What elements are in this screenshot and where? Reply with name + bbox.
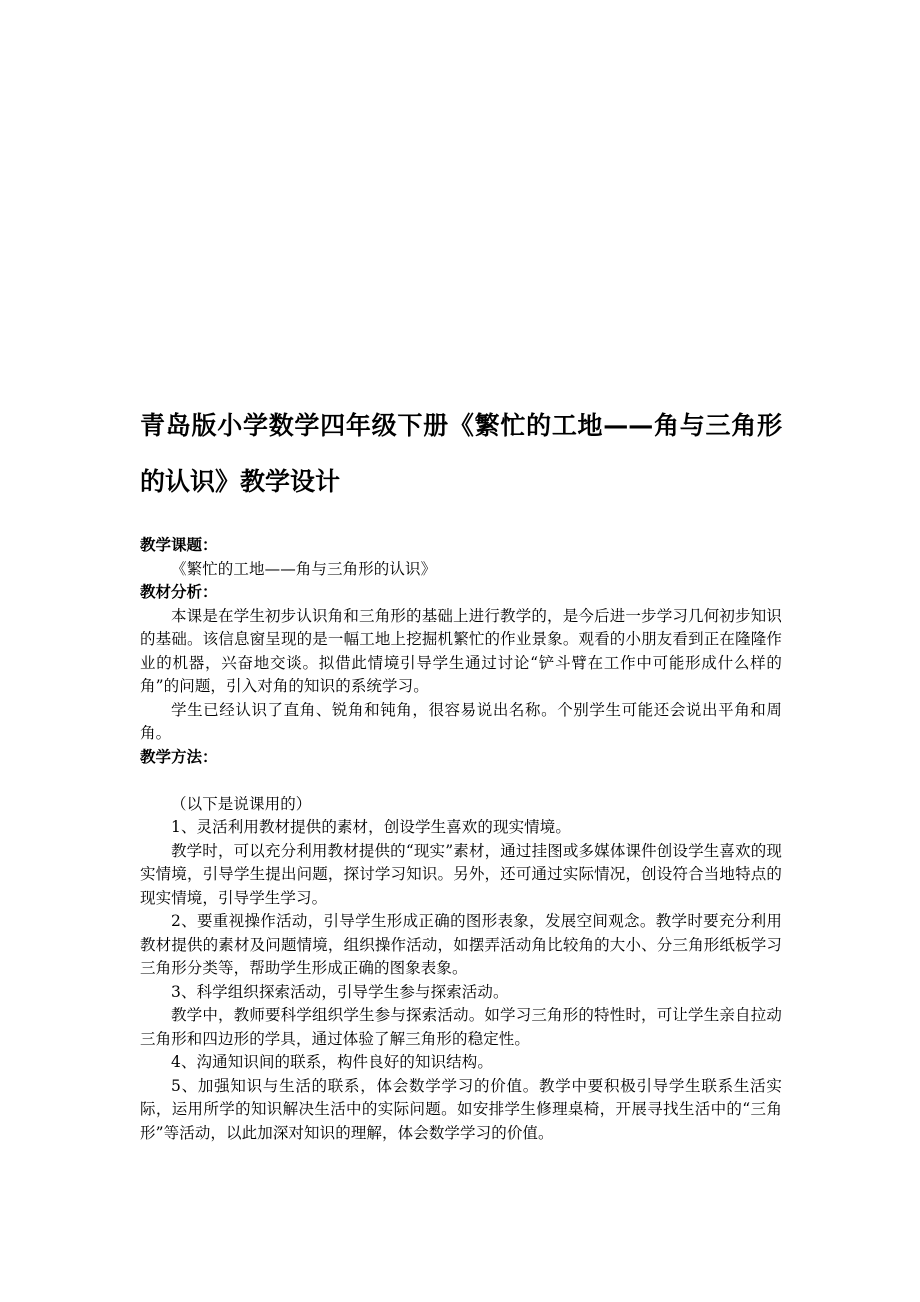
method-paragraph: 4、沟通知识间的联系，构件良好的知识结构。 — [171, 1053, 493, 1071]
method-paragraph: 1、灵活利用教材提供的素材，创设学生喜欢的现实情境。 — [171, 818, 571, 836]
method-paragraph: 2、要重视操作活动，引导学生形成正确的图形表象，发展空间观念。教学时要充分利用教材提供的素材及问题情境，组织操作活动，如摆弄活动角比较角的大小、分三角形纸板学习三角形分类等，帮助学生形成正确的图象表象。 — [140, 912, 782, 977]
section-heading-material-analysis: 教材分析： — [140, 583, 218, 601]
method-paragraph: 3、科学组织探索活动，引导学生参与探索活动。 — [171, 982, 509, 1001]
method-paragraph: 5、加强知识与生活的联系，体会数学学习的价值。教学中要积极引导学生联系生活实际，运用所学的知识解决生活中的实际问题。如安排学生修理桌椅，开展寻找生活中的“三角形”等活动，以此加深对知识的理解，体会数学学习的价值。 — [140, 1076, 782, 1142]
analysis-paragraph: 本课是在学生初步认识角和三角形的基础上进行教学的，是今后进一步学习几何初步知识的基础。该信息窗呈现的是一幅工地上挖掘机繁忙的作业景象。观看的小朋友看到正在隆隆作业的机器，兴奋地交谈。拟借此情境引导学生通过讨论“铲斗臂在工作中可能形成什么样的角”的问题，引入对角的知识的系统学习。 — [140, 606, 782, 695]
section-heading-topic: 教学课题： — [140, 536, 218, 554]
blank-line — [140, 769, 782, 793]
analysis-paragraph: 学生已经认识了直角、锐角和钝角，很容易说出名称。个别学生可能还会说出平角和周角。 — [140, 700, 782, 742]
section-heading-teaching-method: 教学方法： — [140, 747, 218, 766]
method-paragraph: 教学中，教师要科学组织学生参与探索活动。如学习三角形的特性时，可让学生亲自拉动三角形和四边形的学具，通过体验了解三角形的稳定性。 — [140, 1006, 782, 1048]
method-paragraph: （以下是说课用的） — [171, 794, 312, 813]
section-material-analysis — [140, 581, 782, 746]
document-title: 青岛版小学数学四年级下册《繁忙的工地——角与三角形的认识》教学设计 — [140, 411, 782, 496]
method-paragraph: 教学时，可以充分利用教材提供的“现实”素材，通过挂图或多媒体课件创设学生喜欢的现实情境，引导学生提出问题，探讨学习知识。另外，还可通过实际情况，创设符合当地特点的现实情境，引导学生学习。 — [140, 841, 782, 907]
topic-paragraph: 《繁忙的工地——角与三角形的认识》 — [171, 559, 437, 578]
section-teaching-method — [140, 746, 782, 1146]
section-topic — [140, 534, 782, 581]
document-page — [140, 398, 782, 1145]
